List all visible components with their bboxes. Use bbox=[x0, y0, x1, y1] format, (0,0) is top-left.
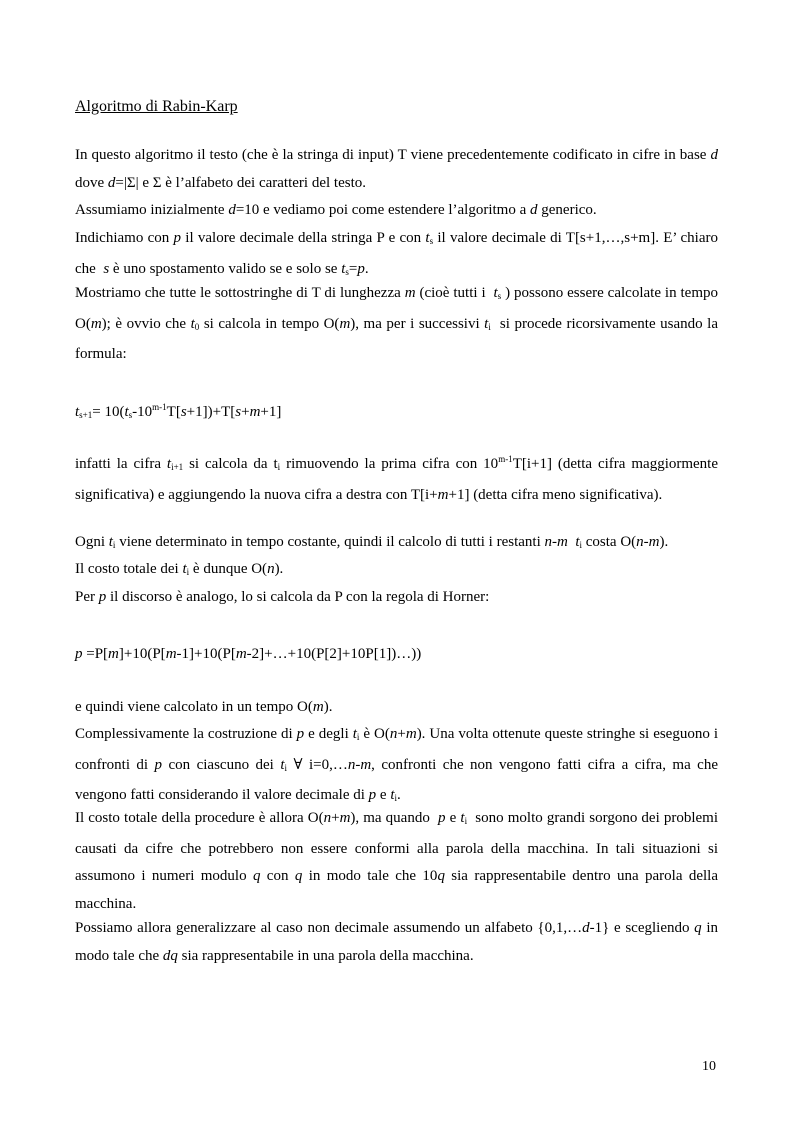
paragraph-horner-cost: e quindi viene calcolato in un tempo O(m). bbox=[75, 699, 333, 715]
paragraph-definitions: Indichiamo con p il valore decimale della stringa P e con $t_s$ il valore decimale di T[s+1,…,s+m]. E’ chiaro che s è uno spostamento valido se e solo se $t_s=p$. bbox=[75, 230, 718, 277]
paragraph-generalize: Possiamo allora generalizzare al caso non decimale assumendo un alfabeto {0,1,…d-1} e scegliendo q in modo tale che dq sia rappresentabile in una parola della macchina. bbox=[75, 920, 719, 964]
page-number: 10 bbox=[702, 1059, 716, 1074]
section-title: Algoritmo di Rabin-Karp bbox=[75, 98, 238, 115]
paragraph-intro: In questo algoritmo il testo (che è la stringa di input) T viene precedentemente codificato in cifre in base d dove d=|Σ| e Σ è l’alfabeto dei caratteri del testo. bbox=[75, 147, 718, 191]
paragraph-substrings: Mostriamo che tutte le sottostringhe di T di lunghezza m (cioè tutti i $t_s$ ) possono essere calcolate in tempo O(m); è ovvio che $t_0$ si calcola in tempo O(m), ma per i successivi $t_i$ si procede ricorsivamente usando la formula: bbox=[75, 285, 718, 362]
paragraph-assumption: Assumiamo inizialmente d=10 e vediamo poi come estendere l’algoritmo a d generico. bbox=[75, 202, 597, 218]
paragraph-modulo: Il costo totale della procedure è allora O(n+m), ma quando p e $t_i$ sono molto grandi sorgono dei problemi causati da cifre che potrebbero non essere conformi alla parola della macchina. In tali situazioni si assumono i numeri modulo q con q in modo tale che 10q sia rappresentabile dentro una parola della macchina. bbox=[75, 810, 718, 912]
formula-horner: p =P[m]+10(P[m-1]+10(P[m-2]+…+10(P[2]+10P[1])…)) bbox=[75, 646, 422, 662]
paragraph-horner-intro: Per p il discorso è analogo, lo si calcola da P con la regola di Horner: bbox=[75, 589, 490, 605]
paragraph-total-cost: Il costo totale dei $t_i$ è dunque O(n). bbox=[75, 561, 284, 577]
paragraph-constant-time: Ogni $t_i$ viene determinato in tempo costante, quindi il calcolo di tutti i restanti n-m $t_i$ costa O(n-m). bbox=[75, 534, 669, 550]
paragraph-comparisons: Complessivamente la costruzione di p e degli $t_i$ è O(n+m). Una volta ottenute queste stringhe si eseguono i confronti di p con ciascuno dei $t_i$ ∀ i=0,…n-m, confronti che non vengono fatti cifra a cifra, ma che vengono fatti considerando il valore decimale di p e $t_i$. bbox=[75, 726, 718, 803]
paragraph-explanation: infatti la cifra $t_{i+1}$ si calcola da $t_i$ rimuovendo la prima cifra con $10^{m-1}T[i+1]$ (detta cifra maggiormente significativa) e aggiungendo la nuova cifra a destra con T[i+m+1] (detta cifra meno significativa). bbox=[75, 454, 719, 503]
formula-rolling-hash: $t_{s+1}= 10(t_s-10^{m-1}T[s+1])+T[s+m+1]$ bbox=[75, 402, 282, 420]
